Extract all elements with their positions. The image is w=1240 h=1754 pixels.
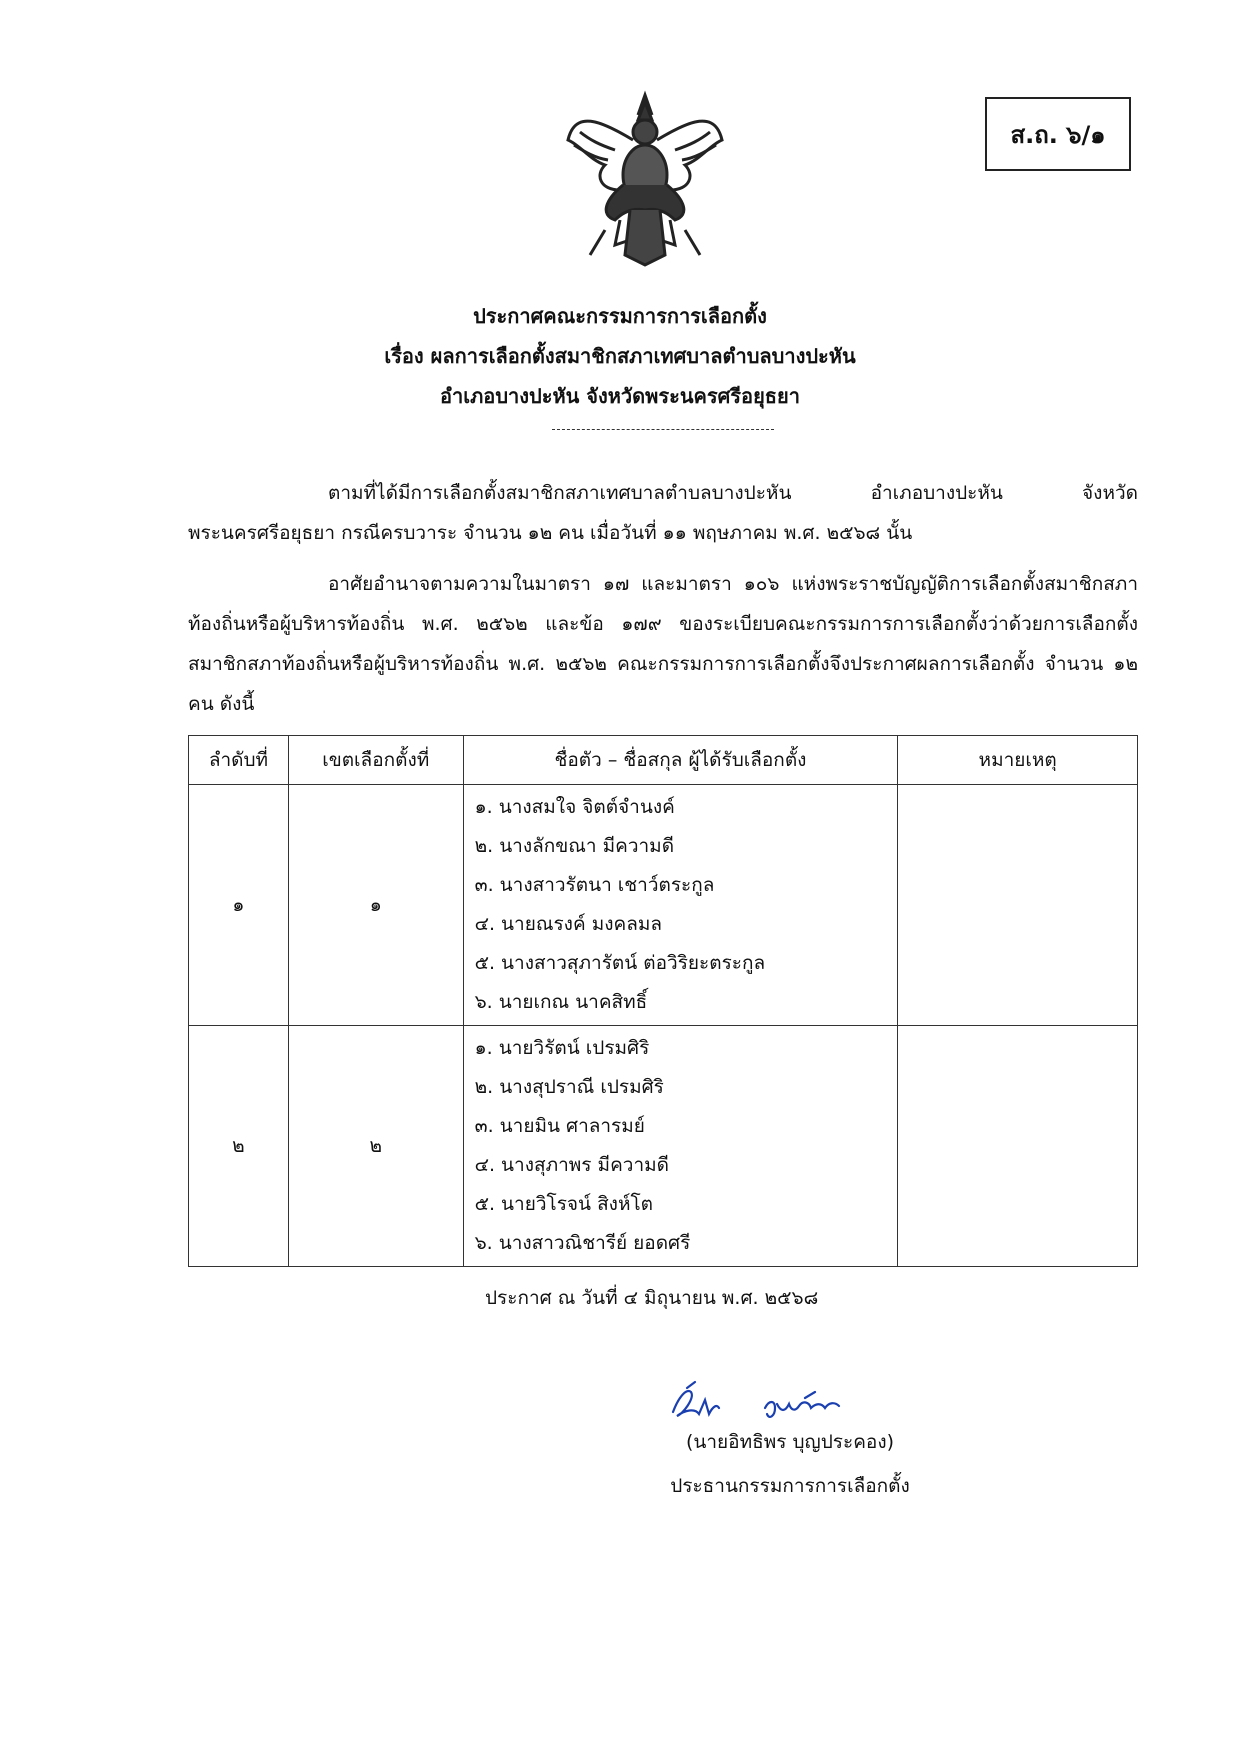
elected-name: ๔. นายณรงค์ มงคลมล <box>474 913 663 935</box>
table-row <box>189 1026 1138 1267</box>
elected-name: ๔. นางสุภาพร มีความดี <box>474 1154 669 1176</box>
order-cell: ๑ <box>189 785 289 1026</box>
remark-cell <box>898 1026 1138 1267</box>
header-remark: หมายเหตุ <box>898 736 1138 785</box>
paragraph-intro: ตามที่ได้มีการเลือกตั้งสมาชิกสภาเทศบาลตำบลบางปะหัน อำเภอบางปะหัน จังหวัดพระนครศรีอยุธยา กรณีครบวาระ จำนวน ๑๒ คน เมื่อวันที่ ๑๑ พฤษภาคม พ.ศ. ๒๕๖๘ นั้น <box>188 482 1138 544</box>
form-code: ส.ถ. ๖/๑ <box>1010 120 1106 149</box>
elected-name: ๕. นางสาวสุภารัตน์ ต่อวิริยะตระกูล <box>474 952 766 974</box>
header-names: ชื่อตัว – ชื่อสกุล ผู้ได้รับเลือกตั้ง <box>463 736 898 785</box>
results-table <box>188 735 1138 1267</box>
announcement-subject: เรื่อง ผลการเลือกตั้งสมาชิกสภาเทศบาลตำบลบางปะหัน <box>384 344 856 368</box>
elected-name: ๕. นายวิโรจน์ สิงห์โต <box>474 1193 654 1215</box>
signatory-name: (นายอิทธิพร บุญประคอง) <box>685 1431 895 1453</box>
table-header-row <box>189 736 1138 785</box>
names-cell <box>463 785 898 1026</box>
elected-name: ๖. นางสาวณิชารีย์ ยอดศรี <box>474 1232 691 1254</box>
signatory-title: ประธานกรรมการการเลือกตั้ง <box>670 1475 910 1497</box>
handwritten-signature <box>665 1378 865 1428</box>
elected-name: ๓. นางสาวรัตนา เชาว์ตระกูล <box>474 874 715 896</box>
district-cell: ๒ <box>288 1026 463 1267</box>
garuda-emblem-icon <box>560 90 730 275</box>
elected-name: ๓. นายมิน ศาลารมย์ <box>474 1115 645 1137</box>
district-cell: ๑ <box>288 785 463 1026</box>
header-order: ลำดับที่ <box>189 736 289 785</box>
table-row <box>189 785 1138 1026</box>
heading-divider <box>552 429 774 430</box>
elected-name: ๖. นายเกณ นาคสิทธิ์ <box>474 991 648 1013</box>
elected-name: ๑. นายวิรัตน์ เปรมศิริ <box>474 1037 650 1059</box>
announcement-date: ประกาศ ณ วันที่ ๔ มิถุนายน พ.ศ. ๒๕๖๘ <box>485 1287 819 1309</box>
order-cell: ๒ <box>189 1026 289 1267</box>
paragraph-authority: อาศัยอำนาจตามความในมาตรา ๑๗ และมาตรา ๑๐๖ แห่งพระราชบัญญัติการเลือกตั้งสมาชิกสภาท้องถิ่นหรือผู้บริหารท้องถิ่น พ.ศ. ๒๕๖๒ และข้อ ๑๗๙ ของระเบียบคณะกรรมการการเลือกตั้งว่าด้วยการเลือกตั้งสมาชิกสภาท้องถิ่นหรือผู้บริหารท้องถิ่น พ.ศ. ๒๕๖๒ คณะกรรมการการเลือกตั้งจึงประกาศผลการเลือกตั้ง จำนวน ๑๒ คน ดังนี้ <box>188 573 1138 715</box>
elected-name: ๒. นางลักขณา มีความดี <box>474 835 675 857</box>
elected-name: ๑. นางสมใจ จิตต์จำนงค์ <box>474 796 675 818</box>
header-district: เขตเลือกตั้งที่ <box>288 736 463 785</box>
elected-name: ๒. นางสุปราณี เปรมศิริ <box>474 1076 664 1098</box>
announcement-location: อำเภอบางปะหัน จังหวัดพระนครศรีอยุธยา <box>440 384 800 408</box>
remark-cell <box>898 785 1138 1026</box>
announcement-title: ประกาศคณะกรรมการการเลือกตั้ง <box>473 304 767 328</box>
names-cell <box>463 1026 898 1267</box>
form-code-box <box>985 97 1131 171</box>
